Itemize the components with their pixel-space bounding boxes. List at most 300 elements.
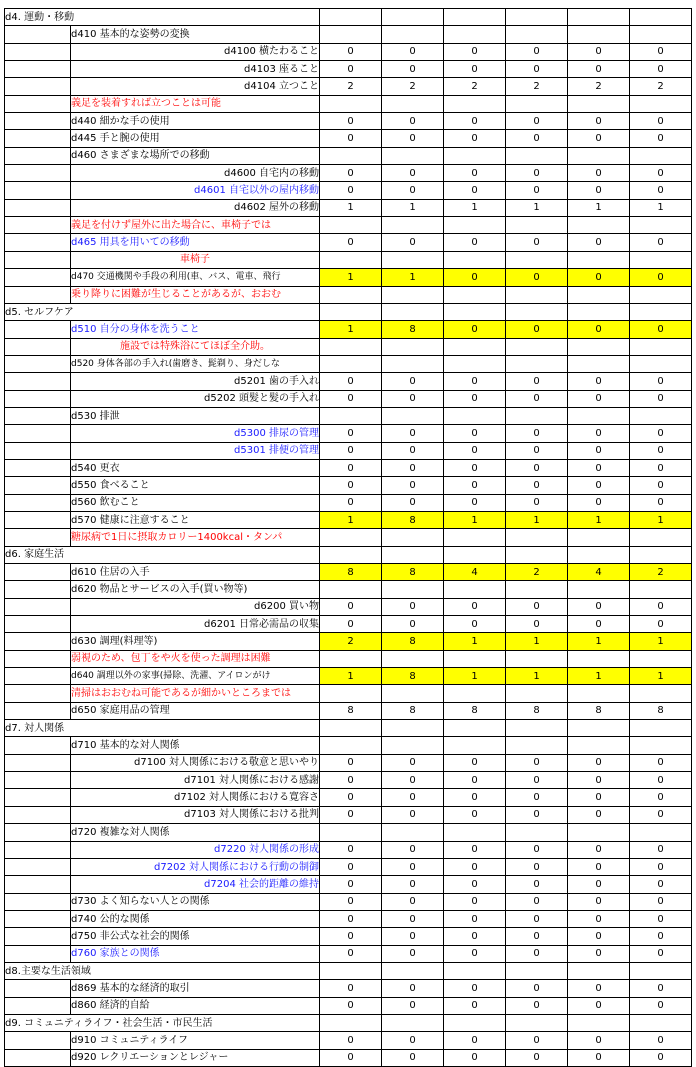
item-label-cell[interactable]: d5201 歯の手入れ	[71, 373, 320, 390]
score-cell[interactable]	[382, 303, 444, 320]
score-cell[interactable]: 2	[382, 78, 444, 95]
score-cell[interactable]: 0	[506, 61, 568, 78]
note-cell[interactable]: 施設では特殊浴にてほぼ全介助。	[71, 338, 320, 355]
score-cell[interactable]: 0	[320, 893, 382, 910]
score-cell[interactable]: 0	[568, 390, 630, 407]
score-cell[interactable]: 0	[568, 269, 630, 286]
score-cell[interactable]: 0	[506, 997, 568, 1014]
score-cell[interactable]: 1	[320, 511, 382, 528]
indent-cell[interactable]	[5, 373, 71, 390]
score-cell[interactable]	[320, 338, 382, 355]
indent-cell[interactable]	[5, 113, 71, 130]
score-cell[interactable]	[382, 9, 444, 26]
score-cell[interactable]	[444, 26, 506, 43]
score-cell[interactable]	[630, 303, 692, 320]
score-cell[interactable]: 0	[444, 321, 506, 338]
score-cell[interactable]: 8	[382, 702, 444, 719]
score-cell[interactable]	[320, 95, 382, 112]
score-cell[interactable]: 0	[320, 1049, 382, 1066]
indent-cell[interactable]	[5, 893, 71, 910]
score-cell[interactable]: 0	[630, 390, 692, 407]
score-cell[interactable]: 0	[630, 789, 692, 806]
score-cell[interactable]: 0	[320, 876, 382, 893]
score-cell[interactable]: 0	[444, 997, 506, 1014]
score-cell[interactable]	[568, 217, 630, 234]
score-cell[interactable]	[568, 95, 630, 112]
score-cell[interactable]	[568, 286, 630, 303]
score-cell[interactable]: 0	[444, 754, 506, 771]
score-cell[interactable]: 0	[382, 806, 444, 823]
score-cell[interactable]: 0	[568, 980, 630, 997]
score-cell[interactable]: 0	[506, 321, 568, 338]
score-cell[interactable]	[320, 962, 382, 979]
score-cell[interactable]	[630, 824, 692, 841]
score-cell[interactable]: 1	[320, 321, 382, 338]
score-cell[interactable]: 0	[444, 910, 506, 927]
score-cell[interactable]: 0	[630, 598, 692, 615]
score-cell[interactable]	[568, 355, 630, 372]
item-label-cell[interactable]: d520 身体各部の手入れ(歯磨き、髭剃り、身だしな	[71, 355, 320, 372]
indent-cell[interactable]	[5, 425, 71, 442]
indent-cell[interactable]	[5, 928, 71, 945]
score-cell[interactable]	[444, 650, 506, 667]
score-cell[interactable]: 0	[320, 373, 382, 390]
score-cell[interactable]: 1	[630, 633, 692, 650]
score-cell[interactable]: 0	[630, 1049, 692, 1066]
score-cell[interactable]: 0	[444, 477, 506, 494]
score-cell[interactable]: 0	[506, 772, 568, 789]
score-cell[interactable]	[444, 286, 506, 303]
score-cell[interactable]: 0	[444, 494, 506, 511]
item-label-cell[interactable]: d5301 排便の管理	[71, 442, 320, 459]
item-label-cell[interactable]: d560 飲むこと	[71, 494, 320, 511]
score-cell[interactable]: 0	[506, 43, 568, 60]
score-cell[interactable]: 8	[320, 564, 382, 581]
score-cell[interactable]	[506, 407, 568, 424]
indent-cell[interactable]	[5, 616, 71, 633]
score-cell[interactable]: 0	[382, 442, 444, 459]
item-label-cell[interactable]: d650 家庭用品の管理	[71, 702, 320, 719]
score-cell[interactable]: 0	[506, 269, 568, 286]
score-cell[interactable]: 0	[506, 980, 568, 997]
score-cell[interactable]: 8	[630, 702, 692, 719]
score-cell[interactable]: 0	[382, 928, 444, 945]
indent-cell[interactable]	[5, 772, 71, 789]
score-cell[interactable]	[382, 26, 444, 43]
score-cell[interactable]: 0	[382, 494, 444, 511]
score-cell[interactable]	[444, 303, 506, 320]
score-cell[interactable]: 2	[506, 78, 568, 95]
score-cell[interactable]	[568, 251, 630, 268]
score-cell[interactable]: 0	[320, 841, 382, 858]
score-cell[interactable]: 0	[568, 234, 630, 251]
score-cell[interactable]: 0	[444, 113, 506, 130]
score-cell[interactable]	[568, 407, 630, 424]
item-label-cell[interactable]: d5300 排尿の管理	[71, 425, 320, 442]
score-cell[interactable]: 0	[382, 130, 444, 147]
score-cell[interactable]	[630, 737, 692, 754]
score-cell[interactable]: 0	[630, 876, 692, 893]
item-label-cell[interactable]: d860 経済的自給	[71, 997, 320, 1014]
score-cell[interactable]	[630, 251, 692, 268]
score-cell[interactable]	[568, 824, 630, 841]
item-label-cell[interactable]: d7100 対人関係における敬意と思いやり	[71, 754, 320, 771]
score-cell[interactable]: 8	[382, 321, 444, 338]
score-cell[interactable]	[444, 529, 506, 546]
score-cell[interactable]	[444, 581, 506, 598]
score-cell[interactable]: 0	[568, 841, 630, 858]
score-cell[interactable]	[382, 685, 444, 702]
score-cell[interactable]: 0	[444, 772, 506, 789]
score-cell[interactable]: 0	[568, 910, 630, 927]
score-cell[interactable]: 0	[568, 494, 630, 511]
score-cell[interactable]	[630, 26, 692, 43]
score-cell[interactable]: 0	[444, 893, 506, 910]
score-cell[interactable]: 0	[630, 806, 692, 823]
section-title[interactable]: d4. 運動・移動	[5, 9, 320, 26]
score-cell[interactable]: 0	[630, 910, 692, 927]
score-cell[interactable]: 0	[630, 425, 692, 442]
score-cell[interactable]: 2	[630, 78, 692, 95]
score-cell[interactable]: 1	[568, 633, 630, 650]
score-cell[interactable]	[630, 338, 692, 355]
item-label-cell[interactable]: d445 手と腕の使用	[71, 130, 320, 147]
score-cell[interactable]: 0	[506, 373, 568, 390]
item-label-cell[interactable]: d710 基本的な対人関係	[71, 737, 320, 754]
score-cell[interactable]: 0	[630, 373, 692, 390]
indent-cell[interactable]	[5, 529, 71, 546]
score-cell[interactable]: 0	[382, 1049, 444, 1066]
indent-cell[interactable]	[5, 217, 71, 234]
item-label-cell[interactable]: d4104 立つこと	[71, 78, 320, 95]
indent-cell[interactable]	[5, 685, 71, 702]
indent-cell[interactable]	[5, 26, 71, 43]
score-cell[interactable]	[382, 824, 444, 841]
score-cell[interactable]	[444, 685, 506, 702]
score-cell[interactable]	[568, 962, 630, 979]
indent-cell[interactable]	[5, 633, 71, 650]
score-cell[interactable]	[320, 581, 382, 598]
score-cell[interactable]: 0	[444, 876, 506, 893]
score-cell[interactable]	[320, 546, 382, 563]
score-cell[interactable]: 0	[444, 130, 506, 147]
score-cell[interactable]: 0	[320, 234, 382, 251]
score-cell[interactable]: 2	[630, 564, 692, 581]
score-cell[interactable]	[630, 720, 692, 737]
score-cell[interactable]	[320, 685, 382, 702]
score-cell[interactable]: 0	[506, 494, 568, 511]
score-cell[interactable]	[444, 217, 506, 234]
score-cell[interactable]	[506, 1014, 568, 1031]
indent-cell[interactable]	[5, 147, 71, 164]
score-cell[interactable]	[382, 962, 444, 979]
item-label-cell[interactable]: d410 基本的な姿勢の変換	[71, 26, 320, 43]
score-cell[interactable]	[630, 685, 692, 702]
score-cell[interactable]: 0	[506, 1049, 568, 1066]
score-cell[interactable]: 0	[444, 616, 506, 633]
score-cell[interactable]	[568, 147, 630, 164]
score-cell[interactable]: 0	[630, 616, 692, 633]
score-cell[interactable]: 0	[444, 442, 506, 459]
score-cell[interactable]: 0	[630, 841, 692, 858]
score-cell[interactable]: 0	[568, 928, 630, 945]
score-cell[interactable]: 0	[382, 910, 444, 927]
item-label-cell[interactable]: d7102 対人関係における寛容さ	[71, 789, 320, 806]
score-cell[interactable]	[382, 217, 444, 234]
indent-cell[interactable]	[5, 407, 71, 424]
score-cell[interactable]: 8	[320, 702, 382, 719]
score-cell[interactable]: 1	[630, 199, 692, 216]
score-cell[interactable]	[506, 217, 568, 234]
score-cell[interactable]: 0	[320, 789, 382, 806]
score-cell[interactable]: 0	[382, 754, 444, 771]
score-cell[interactable]: 2	[320, 633, 382, 650]
score-cell[interactable]: 0	[568, 442, 630, 459]
score-cell[interactable]	[568, 737, 630, 754]
score-cell[interactable]	[630, 95, 692, 112]
score-cell[interactable]: 0	[568, 789, 630, 806]
item-label-cell[interactable]: d6200 買い物	[71, 598, 320, 615]
score-cell[interactable]	[444, 338, 506, 355]
score-cell[interactable]	[506, 529, 568, 546]
item-label-cell[interactable]: d4103 座ること	[71, 61, 320, 78]
score-cell[interactable]: 0	[444, 459, 506, 476]
score-cell[interactable]: 1	[382, 269, 444, 286]
score-cell[interactable]: 1	[444, 511, 506, 528]
score-cell[interactable]: 4	[568, 564, 630, 581]
item-label-cell[interactable]: d740 公的な関係	[71, 910, 320, 927]
section-title[interactable]: d5. セルフケア	[5, 303, 320, 320]
score-cell[interactable]: 0	[382, 373, 444, 390]
score-cell[interactable]	[506, 147, 568, 164]
score-cell[interactable]: 0	[506, 806, 568, 823]
item-label-cell[interactable]: d4100 横たわること	[71, 43, 320, 60]
score-cell[interactable]: 0	[568, 459, 630, 476]
score-cell[interactable]: 0	[382, 459, 444, 476]
score-cell[interactable]	[568, 581, 630, 598]
score-cell[interactable]: 0	[444, 806, 506, 823]
score-cell[interactable]	[506, 581, 568, 598]
score-cell[interactable]: 0	[320, 442, 382, 459]
score-cell[interactable]: 0	[382, 61, 444, 78]
score-cell[interactable]: 0	[630, 43, 692, 60]
score-cell[interactable]: 1	[320, 668, 382, 685]
score-cell[interactable]: 0	[568, 477, 630, 494]
score-cell[interactable]: 1	[506, 668, 568, 685]
item-label-cell[interactable]: d620 物品とサービスの入手(買い物等)	[71, 581, 320, 598]
indent-cell[interactable]	[5, 564, 71, 581]
score-cell[interactable]: 4	[444, 564, 506, 581]
section-title[interactable]: d8.主要な生活領域	[5, 962, 320, 979]
score-cell[interactable]	[444, 737, 506, 754]
score-cell[interactable]	[568, 338, 630, 355]
indent-cell[interactable]	[5, 494, 71, 511]
indent-cell[interactable]	[5, 130, 71, 147]
score-cell[interactable]: 0	[630, 997, 692, 1014]
score-cell[interactable]: 0	[568, 43, 630, 60]
score-cell[interactable]	[568, 720, 630, 737]
score-cell[interactable]	[382, 251, 444, 268]
score-cell[interactable]: 1	[506, 199, 568, 216]
score-cell[interactable]: 0	[382, 858, 444, 875]
score-cell[interactable]	[568, 26, 630, 43]
score-cell[interactable]: 0	[506, 425, 568, 442]
item-label-cell[interactable]: d730 よく知らない人との関係	[71, 893, 320, 910]
score-cell[interactable]: 0	[444, 425, 506, 442]
item-label-cell[interactable]: d640 調理以外の家事(掃除、洗濯、アイロンがけ	[71, 668, 320, 685]
indent-cell[interactable]	[5, 355, 71, 372]
score-cell[interactable]: 0	[630, 494, 692, 511]
score-cell[interactable]	[320, 217, 382, 234]
indent-cell[interactable]	[5, 754, 71, 771]
score-cell[interactable]: 2	[506, 564, 568, 581]
score-cell[interactable]	[382, 355, 444, 372]
note-cell[interactable]: 義足を付けず屋外に出た場合に、車椅子では	[71, 217, 320, 234]
score-cell[interactable]: 0	[568, 1049, 630, 1066]
score-cell[interactable]: 0	[320, 459, 382, 476]
score-cell[interactable]: 0	[568, 806, 630, 823]
indent-cell[interactable]	[5, 1049, 71, 1066]
score-cell[interactable]: 0	[320, 980, 382, 997]
score-cell[interactable]	[382, 581, 444, 598]
item-label-cell[interactable]: d7204 社会的距離の維持	[71, 876, 320, 893]
item-label-cell[interactable]: d869 基本的な経済的取引	[71, 980, 320, 997]
score-cell[interactable]: 0	[630, 754, 692, 771]
score-cell[interactable]: 0	[320, 1032, 382, 1049]
item-label-cell[interactable]: d750 非公式な社会的関係	[71, 928, 320, 945]
item-label-cell[interactable]: d610 住居の入手	[71, 564, 320, 581]
score-cell[interactable]: 0	[568, 893, 630, 910]
score-cell[interactable]	[444, 407, 506, 424]
note-cell[interactable]: 弱視のため、包丁をや火を使った調理は困難	[71, 650, 320, 667]
score-cell[interactable]: 1	[568, 511, 630, 528]
indent-cell[interactable]	[5, 95, 71, 112]
score-cell[interactable]: 0	[382, 997, 444, 1014]
score-cell[interactable]	[320, 529, 382, 546]
score-cell[interactable]: 8	[382, 564, 444, 581]
score-cell[interactable]: 1	[444, 668, 506, 685]
score-cell[interactable]	[506, 9, 568, 26]
score-cell[interactable]: 0	[506, 893, 568, 910]
indent-cell[interactable]	[5, 61, 71, 78]
score-cell[interactable]: 0	[630, 130, 692, 147]
score-cell[interactable]	[630, 217, 692, 234]
item-label-cell[interactable]: d910 コミュニティライフ	[71, 1032, 320, 1049]
score-cell[interactable]: 2	[568, 78, 630, 95]
indent-cell[interactable]	[5, 1032, 71, 1049]
score-cell[interactable]	[382, 1014, 444, 1031]
score-cell[interactable]: 0	[630, 459, 692, 476]
score-cell[interactable]: 1	[320, 269, 382, 286]
score-cell[interactable]	[630, 962, 692, 979]
score-cell[interactable]: 0	[568, 321, 630, 338]
score-cell[interactable]	[320, 824, 382, 841]
indent-cell[interactable]	[5, 581, 71, 598]
score-cell[interactable]: 0	[506, 234, 568, 251]
indent-cell[interactable]	[5, 182, 71, 199]
score-cell[interactable]: 2	[320, 78, 382, 95]
item-label-cell[interactable]: d510 自分の身体を洗うこと	[71, 321, 320, 338]
score-cell[interactable]: 0	[320, 182, 382, 199]
score-cell[interactable]: 0	[444, 980, 506, 997]
score-cell[interactable]: 0	[568, 598, 630, 615]
score-cell[interactable]	[506, 824, 568, 841]
score-cell[interactable]	[382, 407, 444, 424]
score-cell[interactable]: 0	[506, 876, 568, 893]
score-cell[interactable]	[506, 685, 568, 702]
score-cell[interactable]: 0	[568, 945, 630, 962]
score-cell[interactable]	[320, 737, 382, 754]
score-cell[interactable]: 0	[630, 858, 692, 875]
score-cell[interactable]: 0	[320, 616, 382, 633]
indent-cell[interactable]	[5, 806, 71, 823]
score-cell[interactable]: 0	[630, 61, 692, 78]
score-cell[interactable]	[568, 9, 630, 26]
score-cell[interactable]	[320, 407, 382, 424]
score-cell[interactable]: 0	[506, 130, 568, 147]
score-cell[interactable]: 0	[444, 598, 506, 615]
score-cell[interactable]	[382, 147, 444, 164]
indent-cell[interactable]	[5, 459, 71, 476]
score-cell[interactable]: 0	[630, 980, 692, 997]
score-cell[interactable]	[506, 26, 568, 43]
score-cell[interactable]	[506, 95, 568, 112]
score-cell[interactable]	[382, 650, 444, 667]
score-cell[interactable]: 0	[506, 182, 568, 199]
score-cell[interactable]	[568, 650, 630, 667]
score-cell[interactable]	[506, 355, 568, 372]
score-cell[interactable]: 8	[568, 702, 630, 719]
item-label-cell[interactable]: d4600 自宅内の移動	[71, 165, 320, 182]
section-title[interactable]: d6. 家庭生活	[5, 546, 320, 563]
score-cell[interactable]: 0	[506, 858, 568, 875]
score-cell[interactable]: 0	[630, 945, 692, 962]
score-cell[interactable]: 0	[320, 945, 382, 962]
score-cell[interactable]: 0	[506, 928, 568, 945]
score-cell[interactable]: 0	[320, 165, 382, 182]
score-cell[interactable]: 0	[630, 321, 692, 338]
score-cell[interactable]	[320, 9, 382, 26]
score-cell[interactable]: 1	[320, 199, 382, 216]
score-cell[interactable]: 0	[382, 390, 444, 407]
item-label-cell[interactable]: d460 さまざまな場所での移動	[71, 147, 320, 164]
score-cell[interactable]	[444, 95, 506, 112]
score-cell[interactable]: 0	[382, 182, 444, 199]
item-label-cell[interactable]: d465 用具を用いての移動	[71, 234, 320, 251]
score-cell[interactable]: 0	[382, 1032, 444, 1049]
score-cell[interactable]: 0	[568, 858, 630, 875]
item-label-cell[interactable]: d540 更衣	[71, 459, 320, 476]
score-cell[interactable]	[320, 720, 382, 737]
score-cell[interactable]	[382, 338, 444, 355]
score-cell[interactable]: 0	[568, 616, 630, 633]
score-cell[interactable]: 0	[320, 754, 382, 771]
score-cell[interactable]	[320, 286, 382, 303]
score-cell[interactable]	[382, 286, 444, 303]
indent-cell[interactable]	[5, 858, 71, 875]
item-label-cell[interactable]: d630 調理(料理等)	[71, 633, 320, 650]
item-label-cell[interactable]: d440 細かな手の使用	[71, 113, 320, 130]
score-cell[interactable]: 0	[630, 269, 692, 286]
score-cell[interactable]: 0	[444, 789, 506, 806]
score-cell[interactable]	[506, 338, 568, 355]
indent-cell[interactable]	[5, 668, 71, 685]
score-cell[interactable]: 0	[444, 390, 506, 407]
indent-cell[interactable]	[5, 824, 71, 841]
score-cell[interactable]: 1	[444, 199, 506, 216]
indent-cell[interactable]	[5, 338, 71, 355]
score-cell[interactable]: 0	[320, 43, 382, 60]
